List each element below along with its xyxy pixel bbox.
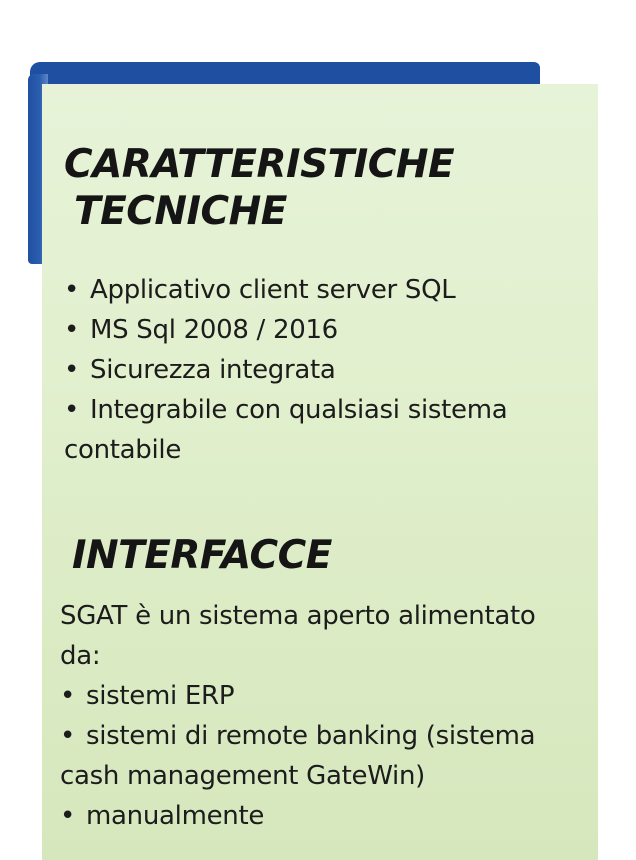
- list-item: [64, 390, 604, 430]
- interfaces-title: INTERFACCE: [72, 533, 332, 578]
- list-item-text: manualmente: [86, 801, 265, 831]
- list-item: [60, 676, 610, 716]
- bullet-icon: •: [60, 681, 76, 711]
- list-item-continuation: contabile: [64, 435, 182, 465]
- list-item: [60, 716, 610, 756]
- list-item-text: Applicativo client server SQL: [90, 275, 456, 305]
- list-item: [64, 270, 604, 310]
- bullet-icon: •: [64, 395, 80, 425]
- list-item-text: sistemi ERP: [86, 681, 235, 711]
- bullet-icon: •: [60, 801, 76, 831]
- list-item-text: Integrabile con qualsiasi sistema: [90, 395, 508, 425]
- bullet-icon: •: [64, 315, 80, 345]
- bullet-icon: •: [60, 721, 76, 751]
- list-item-text: MS Sql 2008 / 2016: [90, 315, 338, 345]
- technical-list: [64, 270, 604, 470]
- technical-title-line2: TECNICHE: [74, 189, 287, 234]
- list-item: [64, 350, 604, 390]
- list-item-text: sistemi di remote banking (sistema: [86, 721, 536, 751]
- list-item-text: Sicurezza integrata: [90, 355, 336, 385]
- list-item: [60, 796, 610, 836]
- interfaces-intro-line1: SGAT è un sistema aperto alimentato: [60, 601, 536, 631]
- interfaces-content: [60, 596, 610, 836]
- list-item: [64, 310, 604, 350]
- list-item-continuation: cash management GateWin): [60, 761, 426, 791]
- interfaces-intro-line2: da:: [60, 641, 101, 671]
- bullet-icon: •: [64, 355, 80, 385]
- bullet-icon: •: [64, 275, 80, 305]
- technical-title-line1: CARATTERISTICHE: [64, 142, 455, 187]
